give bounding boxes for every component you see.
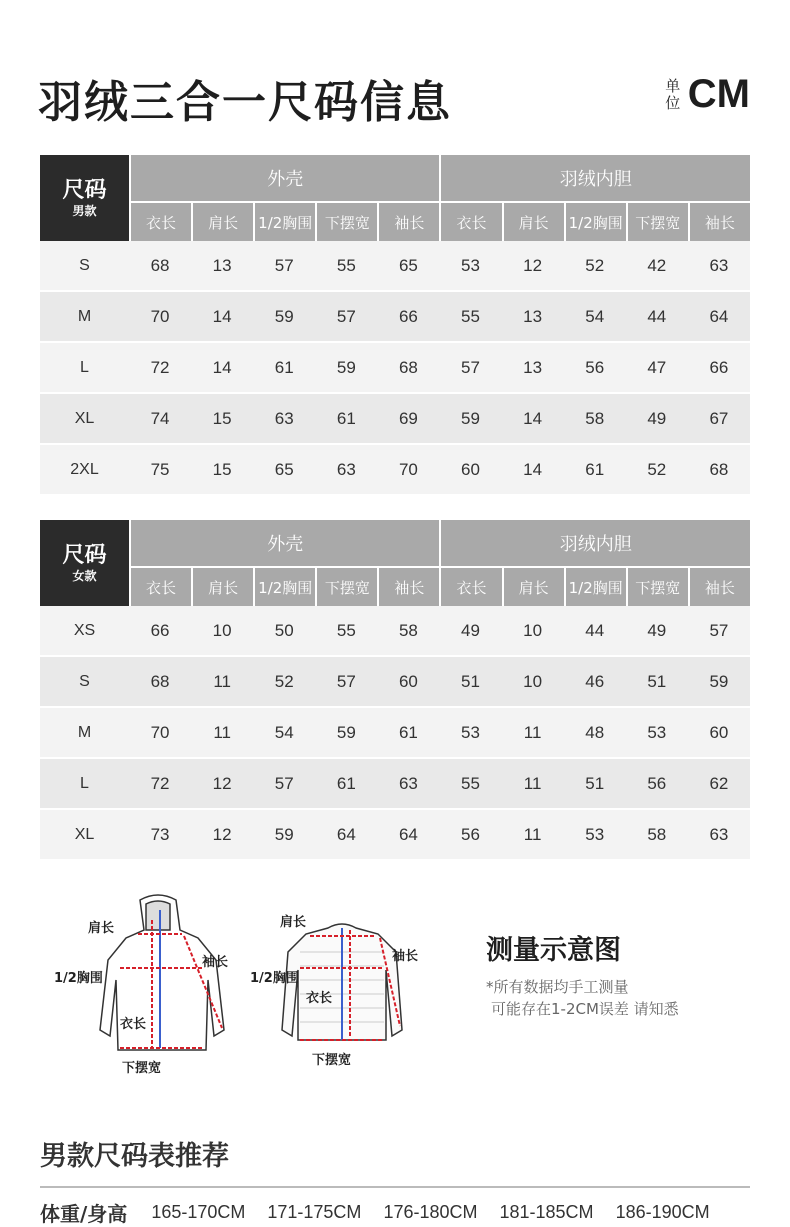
measurement-cell: 60	[688, 708, 750, 759]
measurement-cell: 49	[439, 606, 501, 657]
measurement-cell: 11	[502, 759, 564, 810]
recommend-title: 男款尺码表推荐	[40, 1141, 229, 1172]
column-header: 袖长	[688, 201, 750, 241]
measurement-cell: 12	[191, 759, 253, 810]
measurement-cell: 59	[439, 394, 501, 445]
size-cell: XL	[40, 394, 129, 445]
measurement-cell: 63	[253, 394, 315, 445]
column-header: 下摆宽	[315, 566, 377, 606]
measurement-cell: 12	[502, 241, 564, 292]
measurement-cell: 51	[626, 657, 688, 708]
column-header: 肩长	[502, 566, 564, 606]
size-cell: L	[40, 343, 129, 394]
measurement-cell: 11	[191, 657, 253, 708]
measurement-cell: 51	[564, 759, 626, 810]
column-header: 肩长	[191, 566, 253, 606]
measurement-cell: 44	[626, 292, 688, 343]
measurement-cell: 59	[253, 810, 315, 861]
page-title: 羽绒三合一尺码信息	[38, 77, 452, 128]
measurement-cell: 57	[253, 759, 315, 810]
column-header: 下摆宽	[626, 201, 688, 241]
measurement-cell: 49	[626, 606, 688, 657]
table-row	[40, 292, 750, 343]
measurement-cell: 57	[439, 343, 501, 394]
measurement-cell: 54	[564, 292, 626, 343]
size-cell: S	[40, 657, 129, 708]
measurement-cell: 68	[129, 657, 191, 708]
measurement-cell: 55	[439, 759, 501, 810]
measurement-cell: 56	[626, 759, 688, 810]
measurement-cell: 14	[502, 394, 564, 445]
measurement-cell: 73	[129, 810, 191, 861]
label-hem: 下摆宽	[122, 1061, 162, 1076]
measurement-cell: 53	[439, 241, 501, 292]
measurement-cell: 68	[129, 241, 191, 292]
column-header: 袖长	[377, 566, 439, 606]
men-size-table	[40, 155, 750, 496]
size-corner-header	[40, 155, 129, 241]
measurement-cell: 58	[626, 810, 688, 861]
column-header: 下摆宽	[626, 566, 688, 606]
measurement-cell: 42	[626, 241, 688, 292]
table-row	[40, 606, 750, 657]
measurement-cell: 62	[688, 759, 750, 810]
measurement-cell: 68	[377, 343, 439, 394]
column-header: 袖长	[688, 566, 750, 606]
measurement-cell: 55	[315, 606, 377, 657]
measurement-cell: 14	[191, 292, 253, 343]
measurement-cell: 57	[315, 292, 377, 343]
measurement-cell: 59	[315, 343, 377, 394]
size-cell: M	[40, 708, 129, 759]
corner-main: 尺码	[62, 178, 107, 203]
measurement-cell: 61	[253, 343, 315, 394]
measurement-cell: 66	[688, 343, 750, 394]
size-cell: L	[40, 759, 129, 810]
measurement-cell: 52	[626, 445, 688, 496]
table-row	[40, 708, 750, 759]
unit-indicator	[664, 72, 750, 117]
recommend-range: 181-185CM	[499, 1202, 594, 1222]
measurement-cell: 14	[502, 445, 564, 496]
size-corner-header	[40, 520, 129, 606]
measurement-cell: 70	[129, 292, 191, 343]
recommend-row-head: 体重/身高	[40, 1202, 128, 1226]
measurement-cell: 55	[315, 241, 377, 292]
measurement-cell: 70	[129, 708, 191, 759]
recommend-range: 186-190CM	[615, 1202, 710, 1222]
measurement-cell: 63	[377, 759, 439, 810]
measurement-cell: 69	[377, 394, 439, 445]
column-header: 肩长	[191, 201, 253, 241]
measurement-cell: 11	[191, 708, 253, 759]
recommend-range: 165-170CM	[151, 1202, 246, 1222]
label-chest: 1/2胸围	[54, 971, 103, 986]
measurement-cell: 61	[564, 445, 626, 496]
group-header-liner: 羽绒内胆	[439, 155, 750, 201]
recommend-range: 171-175CM	[267, 1202, 362, 1222]
column-header: 衣长	[439, 201, 501, 241]
measurement-cell: 49	[626, 394, 688, 445]
measurement-cell: 46	[564, 657, 626, 708]
measure-note-line2: 可能存在1-2CM误差 请知悉	[491, 1000, 679, 1018]
size-cell: XS	[40, 606, 129, 657]
measurement-cell: 10	[502, 606, 564, 657]
measurement-cell: 70	[377, 445, 439, 496]
measurement-cell: 54	[253, 708, 315, 759]
column-header: 1/2胸围	[253, 566, 315, 606]
measurement-cell: 58	[564, 394, 626, 445]
table-row	[40, 445, 750, 496]
column-header: 1/2胸围	[564, 566, 626, 606]
measurement-cell: 64	[315, 810, 377, 861]
measurement-cell: 59	[688, 657, 750, 708]
measurement-cell: 64	[377, 810, 439, 861]
shell-jacket-diagram	[48, 890, 258, 1080]
measurement-cell: 66	[129, 606, 191, 657]
measurement-cell: 10	[502, 657, 564, 708]
column-header: 衣长	[129, 566, 191, 606]
women-size-table	[40, 520, 750, 861]
unit-value: CM	[687, 72, 750, 116]
measurement-cell: 48	[564, 708, 626, 759]
label-sleeve: 袖长	[392, 949, 419, 964]
label-shoulder: 肩长	[88, 921, 115, 936]
measurement-cell: 63	[315, 445, 377, 496]
measurement-cell: 61	[315, 394, 377, 445]
size-cell: S	[40, 241, 129, 292]
measurement-cell: 61	[377, 708, 439, 759]
measurement-cell: 57	[315, 657, 377, 708]
table-row	[40, 759, 750, 810]
measurement-cell: 13	[191, 241, 253, 292]
measurement-cell: 13	[502, 292, 564, 343]
measurement-cell: 55	[439, 292, 501, 343]
recommend-range: 176-180CM	[383, 1202, 478, 1222]
label-chest: 1/2胸围	[250, 971, 299, 986]
measurement-cell: 12	[191, 810, 253, 861]
size-cell: 2XL	[40, 445, 129, 496]
group-header-shell: 外壳	[129, 155, 439, 201]
label-length: 衣长	[120, 1017, 147, 1032]
column-header: 袖长	[377, 201, 439, 241]
measurement-cell: 11	[502, 708, 564, 759]
recommend-row	[40, 1198, 760, 1227]
measurement-cell: 50	[253, 606, 315, 657]
measure-title: 测量示意图	[486, 935, 621, 966]
column-header: 衣长	[439, 566, 501, 606]
column-header: 衣长	[129, 201, 191, 241]
measurement-cell: 47	[626, 343, 688, 394]
measurement-cell: 63	[688, 810, 750, 861]
measurement-cell: 13	[502, 343, 564, 394]
measurement-cell: 10	[191, 606, 253, 657]
measurement-cell: 59	[253, 292, 315, 343]
measure-note	[486, 976, 679, 1020]
measurement-cell: 60	[377, 657, 439, 708]
measurement-cell: 58	[377, 606, 439, 657]
measurement-cell: 44	[564, 606, 626, 657]
table-row	[40, 657, 750, 708]
measurement-cell: 56	[564, 343, 626, 394]
measurement-cell: 72	[129, 759, 191, 810]
measurement-cell: 11	[502, 810, 564, 861]
measurement-cell: 53	[564, 810, 626, 861]
measurement-cell: 53	[439, 708, 501, 759]
measure-note-line1: *所有数据均手工测量	[486, 978, 629, 996]
label-sleeve: 袖长	[202, 955, 229, 970]
measurement-cell: 51	[439, 657, 501, 708]
column-header: 下摆宽	[315, 201, 377, 241]
table-row	[40, 810, 750, 861]
measurement-cell: 75	[129, 445, 191, 496]
measurement-cell: 57	[253, 241, 315, 292]
measurement-cell: 15	[191, 445, 253, 496]
measurement-cell: 63	[688, 241, 750, 292]
size-cell: M	[40, 292, 129, 343]
table-row	[40, 241, 750, 292]
measurement-cell: 64	[688, 292, 750, 343]
unit-label: 单位	[665, 76, 681, 112]
measurement-cell: 67	[688, 394, 750, 445]
column-header: 肩长	[502, 201, 564, 241]
measurement-cell: 56	[439, 810, 501, 861]
group-header-shell: 外壳	[129, 520, 439, 566]
group-header-liner: 羽绒内胆	[439, 520, 750, 566]
measurement-cell: 68	[688, 445, 750, 496]
measurement-cell: 59	[315, 708, 377, 759]
table-row	[40, 343, 750, 394]
measurement-cell: 61	[315, 759, 377, 810]
measurement-cell: 52	[564, 241, 626, 292]
column-header: 1/2胸围	[253, 201, 315, 241]
column-header: 1/2胸围	[564, 201, 626, 241]
recommend-divider	[40, 1186, 750, 1188]
size-cell: XL	[40, 810, 129, 861]
measurement-cell: 74	[129, 394, 191, 445]
measurement-cell: 14	[191, 343, 253, 394]
measurement-cell: 53	[626, 708, 688, 759]
label-hem: 下摆宽	[312, 1053, 352, 1068]
corner-sub: 男款	[72, 204, 97, 218]
label-length: 衣长	[306, 991, 333, 1006]
liner-jacket-diagram	[250, 890, 440, 1080]
measurement-cell: 65	[377, 241, 439, 292]
label-shoulder: 肩长	[280, 915, 307, 930]
measurement-cell: 60	[439, 445, 501, 496]
corner-sub: 女款	[72, 569, 97, 583]
measurement-cell: 15	[191, 394, 253, 445]
measurement-cell: 72	[129, 343, 191, 394]
measurement-cell: 66	[377, 292, 439, 343]
measurement-cell: 52	[253, 657, 315, 708]
table-row	[40, 394, 750, 445]
corner-main: 尺码	[62, 543, 107, 568]
measurement-cell: 57	[688, 606, 750, 657]
measurement-cell: 65	[253, 445, 315, 496]
